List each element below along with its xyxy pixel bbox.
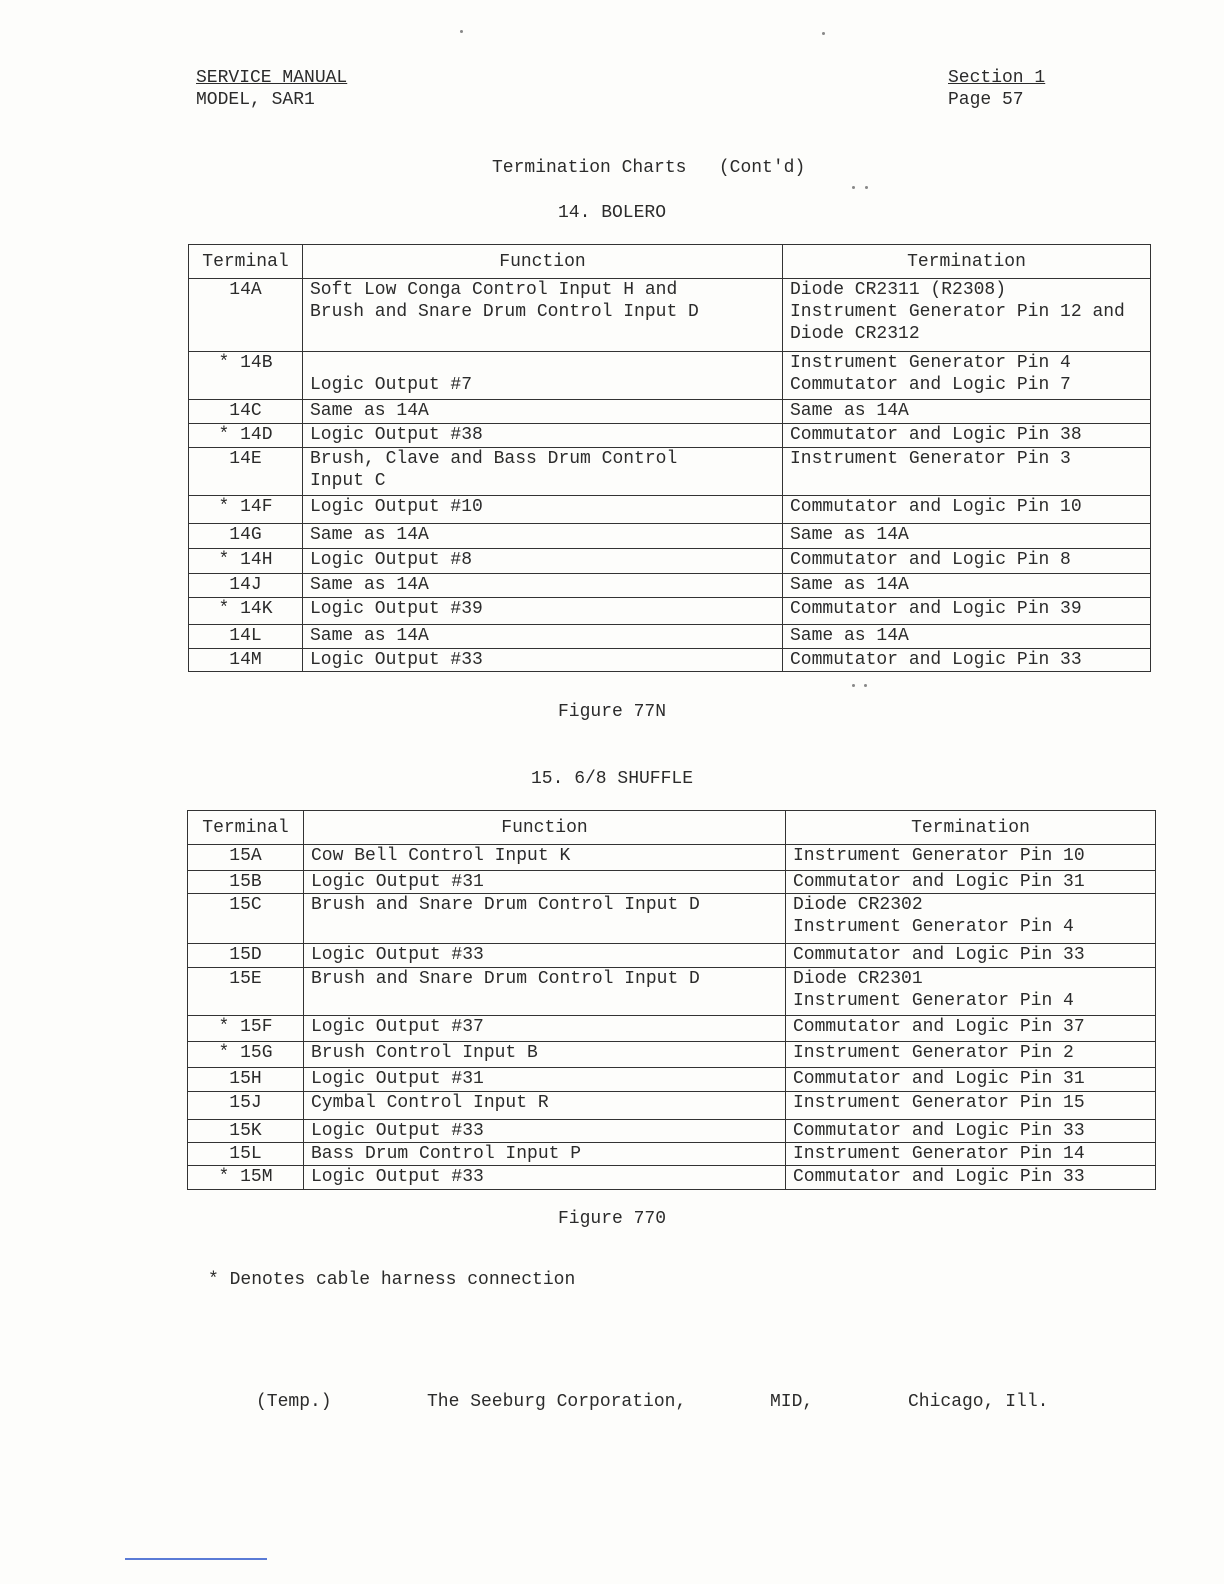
table-row	[188, 968, 1156, 1016]
table-row	[188, 1042, 1156, 1068]
terminal-cell: * 15F	[188, 1016, 304, 1042]
header-manual-title: SERVICE MANUAL	[196, 68, 348, 88]
function-cell: Logic Output #33	[304, 1166, 786, 1190]
function-cell: Logic Output #10	[303, 496, 783, 524]
function-cell: Brush, Clave and Bass Drum Control Input C	[303, 448, 783, 496]
table-row	[188, 1068, 1156, 1092]
termination-cell: Commutator and Logic Pin 33	[786, 1120, 1156, 1143]
table-row	[189, 549, 1151, 574]
table-row	[189, 448, 1151, 496]
table-row	[188, 1092, 1156, 1120]
function-cell: Same as 14A	[303, 625, 783, 649]
table-row	[188, 894, 1156, 944]
termination-cell: Same as 14A	[783, 574, 1151, 598]
header-model: MODEL, SAR1	[196, 90, 315, 110]
table-row	[188, 1143, 1156, 1166]
table-row	[189, 496, 1151, 524]
terminal-cell: 14A	[189, 279, 303, 352]
termination-cell: Instrument Generator Pin 3	[783, 448, 1151, 496]
page-title: Termination Charts (Cont'd)	[492, 158, 806, 178]
table-row	[189, 352, 1151, 400]
function-cell: Logic Output #37	[304, 1016, 786, 1042]
section-title-shuffle: 15. 6/8 SHUFFLE	[530, 769, 694, 789]
scan-speck	[460, 30, 463, 33]
termination-table-bolero	[188, 244, 1151, 672]
termination-cell: Instrument Generator Pin 15	[786, 1092, 1156, 1120]
footnote: * Denotes cable harness connection	[208, 1270, 576, 1290]
termination-cell: Commutator and Logic Pin 8	[783, 549, 1151, 574]
terminal-cell: 15H	[188, 1068, 304, 1092]
table-row	[188, 845, 1156, 871]
scan-speck	[852, 684, 855, 687]
terminal-cell: 14G	[189, 524, 303, 549]
table-row	[189, 424, 1151, 448]
function-cell: Logic Output #7	[303, 352, 783, 400]
termination-cell: Commutator and Logic Pin 33	[786, 1166, 1156, 1190]
terminal-cell: 15L	[188, 1143, 304, 1166]
header-section: Section 1	[948, 68, 1046, 88]
table-row	[189, 524, 1151, 549]
section-title-bolero: 14. BOLERO	[557, 203, 667, 223]
termination-cell: Same as 14A	[783, 524, 1151, 549]
terminal-cell: * 14B	[189, 352, 303, 400]
function-cell: Same as 14A	[303, 400, 783, 424]
terminal-cell: * 14H	[189, 549, 303, 574]
function-cell: Cow Bell Control Input K	[304, 845, 786, 871]
footer-company: The Seeburg Corporation,	[427, 1392, 687, 1412]
table-row	[188, 871, 1156, 894]
footer-city: Chicago, Ill.	[908, 1392, 1049, 1412]
function-cell: Logic Output #8	[303, 549, 783, 574]
function-cell: Bass Drum Control Input P	[304, 1143, 786, 1166]
function-cell: Logic Output #33	[303, 649, 783, 672]
function-cell: Logic Output #33	[304, 1120, 786, 1143]
function-cell: Same as 14A	[303, 524, 783, 549]
column-header-termination: Termination	[786, 811, 1156, 845]
termination-cell: Commutator and Logic Pin 33	[783, 649, 1151, 672]
scan-speck	[822, 32, 825, 35]
function-cell: Cymbal Control Input R	[304, 1092, 786, 1120]
termination-cell: Instrument Generator Pin 10	[786, 845, 1156, 871]
termination-cell: Same as 14A	[783, 400, 1151, 424]
terminal-cell: 15J	[188, 1092, 304, 1120]
termination-cell: Commutator and Logic Pin 33	[786, 944, 1156, 968]
termination-cell: Diode CR2301 Instrument Generator Pin 4	[786, 968, 1156, 1016]
column-header-terminal: Terminal	[189, 245, 303, 279]
column-header-function: Function	[303, 245, 783, 279]
function-cell: Logic Output #31	[304, 871, 786, 894]
table-row	[189, 400, 1151, 424]
function-cell: Brush and Snare Drum Control Input D	[304, 968, 786, 1016]
terminal-cell: 15E	[188, 968, 304, 1016]
terminal-cell: * 15G	[188, 1042, 304, 1068]
table-row	[189, 279, 1151, 352]
terminal-cell: 15A	[188, 845, 304, 871]
header-page-number: Page 57	[948, 90, 1024, 110]
termination-cell: Diode CR2302 Instrument Generator Pin 4	[786, 894, 1156, 944]
termination-cell: Commutator and Logic Pin 37	[786, 1016, 1156, 1042]
terminal-cell: 14E	[189, 448, 303, 496]
termination-cell: Diode CR2311 (R2308) Instrument Generator Pin 12 and Diode CR2312	[783, 279, 1151, 352]
termination-cell: Commutator and Logic Pin 31	[786, 1068, 1156, 1092]
function-cell: Brush and Snare Drum Control Input D	[304, 894, 786, 944]
terminal-cell: * 14K	[189, 598, 303, 625]
column-header-termination: Termination	[783, 245, 1151, 279]
function-cell: Logic Output #33	[304, 944, 786, 968]
table-row	[188, 1016, 1156, 1042]
scan-edge-mark	[125, 1558, 267, 1560]
termination-cell: Instrument Generator Pin 4 Commutator and Logic Pin 7	[783, 352, 1151, 400]
terminal-cell: 14M	[189, 649, 303, 672]
table-row	[188, 944, 1156, 968]
figure-caption-77n: Figure 77N	[557, 702, 667, 722]
table-row	[189, 625, 1151, 649]
terminal-cell: 15C	[188, 894, 304, 944]
table-header-row	[189, 245, 1151, 279]
table-row	[189, 598, 1151, 625]
table-header-row	[188, 811, 1156, 845]
scan-speck	[865, 186, 868, 189]
terminal-cell: * 14F	[189, 496, 303, 524]
scan-speck	[864, 684, 867, 687]
terminal-cell: 14J	[189, 574, 303, 598]
terminal-cell: 14L	[189, 625, 303, 649]
termination-cell: Commutator and Logic Pin 39	[783, 598, 1151, 625]
function-cell: Same as 14A	[303, 574, 783, 598]
column-header-function: Function	[304, 811, 786, 845]
termination-cell: Instrument Generator Pin 14	[786, 1143, 1156, 1166]
termination-cell: Commutator and Logic Pin 31	[786, 871, 1156, 894]
footer-temp: (Temp.)	[256, 1392, 332, 1412]
footer-mid: MID,	[770, 1392, 814, 1412]
terminal-cell: * 14D	[189, 424, 303, 448]
function-cell: Logic Output #39	[303, 598, 783, 625]
termination-cell: Instrument Generator Pin 2	[786, 1042, 1156, 1068]
termination-table-shuffle	[187, 810, 1156, 1190]
table-row	[189, 649, 1151, 672]
function-cell: Logic Output #38	[303, 424, 783, 448]
table-row	[189, 574, 1151, 598]
terminal-cell: 14C	[189, 400, 303, 424]
function-cell: Soft Low Conga Control Input H and Brush and Snare Drum Control Input D	[303, 279, 783, 352]
terminal-cell: * 15M	[188, 1166, 304, 1190]
terminal-cell: 15D	[188, 944, 304, 968]
terminal-cell: 15B	[188, 871, 304, 894]
termination-cell: Same as 14A	[783, 625, 1151, 649]
table-row	[188, 1166, 1156, 1190]
terminal-cell: 15K	[188, 1120, 304, 1143]
column-header-terminal: Terminal	[188, 811, 304, 845]
termination-cell: Commutator and Logic Pin 10	[783, 496, 1151, 524]
function-cell: Logic Output #31	[304, 1068, 786, 1092]
table-row	[188, 1120, 1156, 1143]
termination-cell: Commutator and Logic Pin 38	[783, 424, 1151, 448]
function-cell: Brush Control Input B	[304, 1042, 786, 1068]
figure-caption-770: Figure 770	[557, 1209, 667, 1229]
scan-speck	[852, 186, 855, 189]
